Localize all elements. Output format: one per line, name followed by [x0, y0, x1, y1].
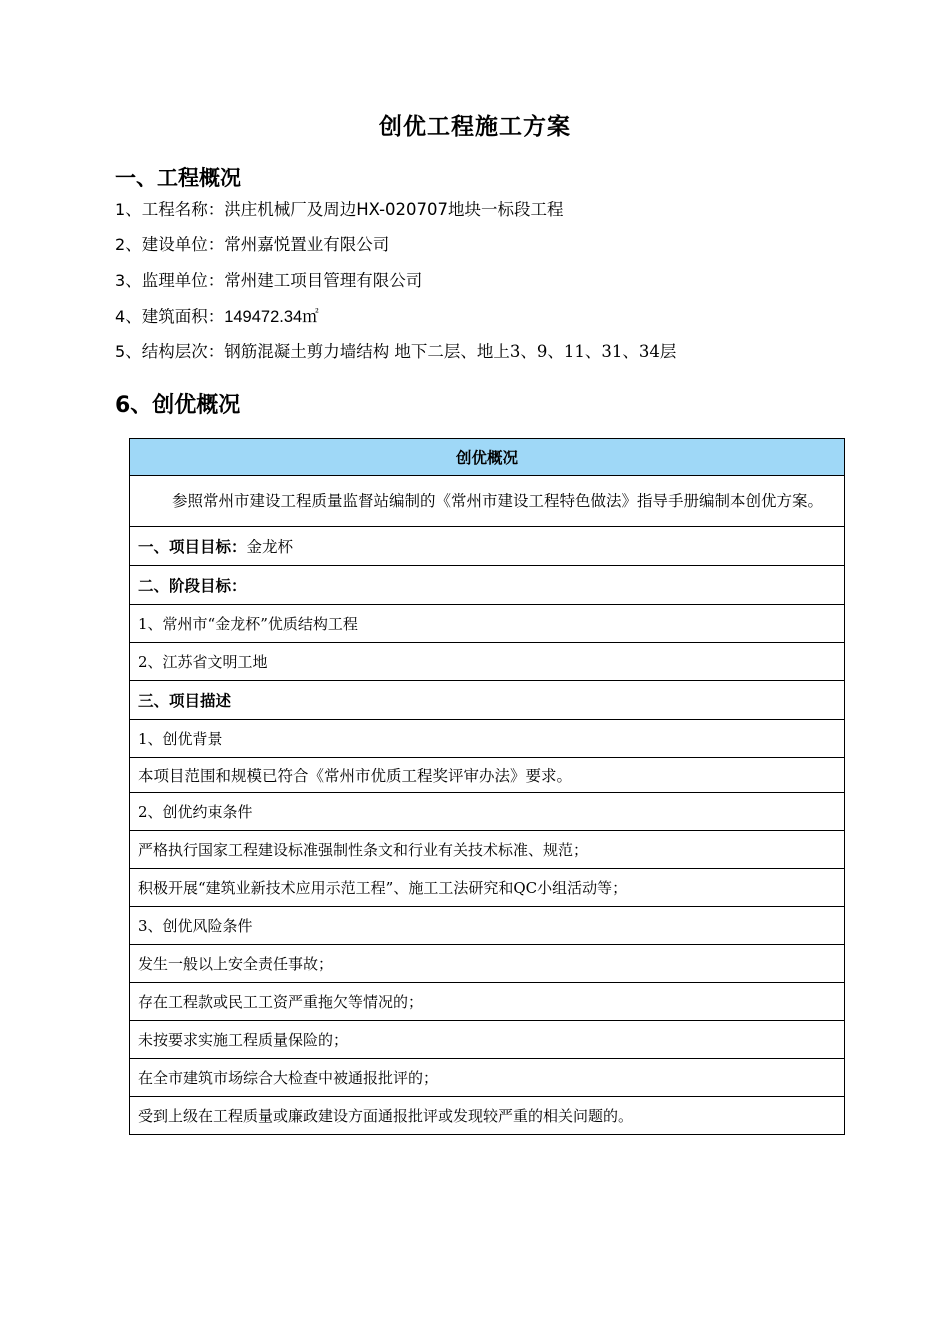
table-row: [130, 758, 845, 793]
project-goal: 一、项目目标：金龙杯: [130, 527, 845, 566]
info-label: 建筑面积：: [141, 307, 225, 326]
stage-item: 1、常州市“金龙杯”优质结构工程: [130, 605, 845, 643]
table-row: [130, 983, 845, 1021]
table-row: [130, 1097, 845, 1135]
info-value: 洪庄机械厂及周边HX-020707地块一标段工程: [224, 200, 564, 219]
info-value: 常州建工项目管理有限公司: [224, 271, 423, 290]
info-label: 建设单位：: [141, 235, 225, 254]
table-row: [130, 527, 845, 566]
info-line-supervisor: 3、监理单位：常州建工项目管理有限公司: [115, 271, 423, 290]
risk-item: 受到上级在工程质量或廉政建设方面通报批评或发现较严重的相关问题的。: [130, 1097, 845, 1135]
constraint-item: 积极开展“建筑业新技术应用示范工程”、施工工法研究和QC小组活动等；: [130, 869, 845, 907]
table-row: [130, 681, 845, 720]
project-description-label: 三、项目描述: [130, 681, 845, 720]
risk-item: 在全市建筑市场综合大检查中被通报批评的；: [130, 1059, 845, 1097]
table-row: [130, 476, 845, 527]
table-row: [130, 945, 845, 983]
info-label: 结构层次：: [141, 342, 225, 361]
table-row: [130, 566, 845, 605]
info-line-developer: 2、建设单位：常州嘉悦置业有限公司: [115, 235, 390, 254]
table-row: [130, 1059, 845, 1097]
excellence-table: [129, 438, 845, 1135]
risk-item: 未按要求实施工程质量保险的；: [130, 1021, 845, 1059]
risk-label: 3、创优风险条件: [130, 907, 845, 945]
info-line-structure: 5、结构层次：钢筋混凝土剪力墙结构 地下二层、地上3、9、11、31、34层: [115, 342, 677, 361]
table-row: [130, 907, 845, 945]
stage-item: 2、江苏省文明工地: [130, 643, 845, 681]
constraint-label: 2、创优约束条件: [130, 793, 845, 831]
section-heading-overview: 一、工程概况: [115, 166, 241, 190]
table-row: [130, 1021, 845, 1059]
background-label: 1、创优背景: [130, 720, 845, 758]
table-row: [130, 869, 845, 907]
risk-item: 发生一般以上安全责任事故；: [130, 945, 845, 983]
risk-item: 存在工程款或民工工资严重拖欠等情况的；: [130, 983, 845, 1021]
info-label: 监理单位：: [141, 271, 225, 290]
stage-goal-label: 二、阶段目标：: [130, 566, 845, 605]
table-row: [130, 439, 845, 476]
table-row: [130, 831, 845, 869]
info-label: 工程名称：: [141, 200, 225, 219]
info-value: 149472.34㎡: [224, 308, 319, 326]
info-line-floor-area: 4、建筑面积：149472.34㎡: [115, 307, 319, 326]
table-row: [130, 643, 845, 681]
table-row: [130, 793, 845, 831]
table-header: 创优概况: [130, 439, 845, 476]
info-line-project-name: 1、工程名称：洪庄机械厂及周边HX-020707地块一标段工程: [115, 200, 564, 219]
table-row: [130, 720, 845, 758]
table-row: [130, 605, 845, 643]
info-value: 钢筋混凝土剪力墙结构 地下二层、地上3、9、11、31、34层: [224, 342, 677, 361]
constraint-item: 严格执行国家工程建设标准强制性条文和行业有关技术标准、规范；: [130, 831, 845, 869]
document-title: 创优工程施工方案: [379, 114, 571, 140]
section-heading-excellence: 6、创优概况: [115, 393, 241, 418]
info-value: 常州嘉悦置业有限公司: [224, 235, 390, 254]
background-text: 本项目范围和规模已符合《常州市优质工程奖评审办法》要求。: [130, 758, 845, 793]
intro-paragraph: 参照常州市建设工程质量监督站编制的《常州市建设工程特色做法》指导手册编制本创优方案。: [130, 476, 845, 527]
